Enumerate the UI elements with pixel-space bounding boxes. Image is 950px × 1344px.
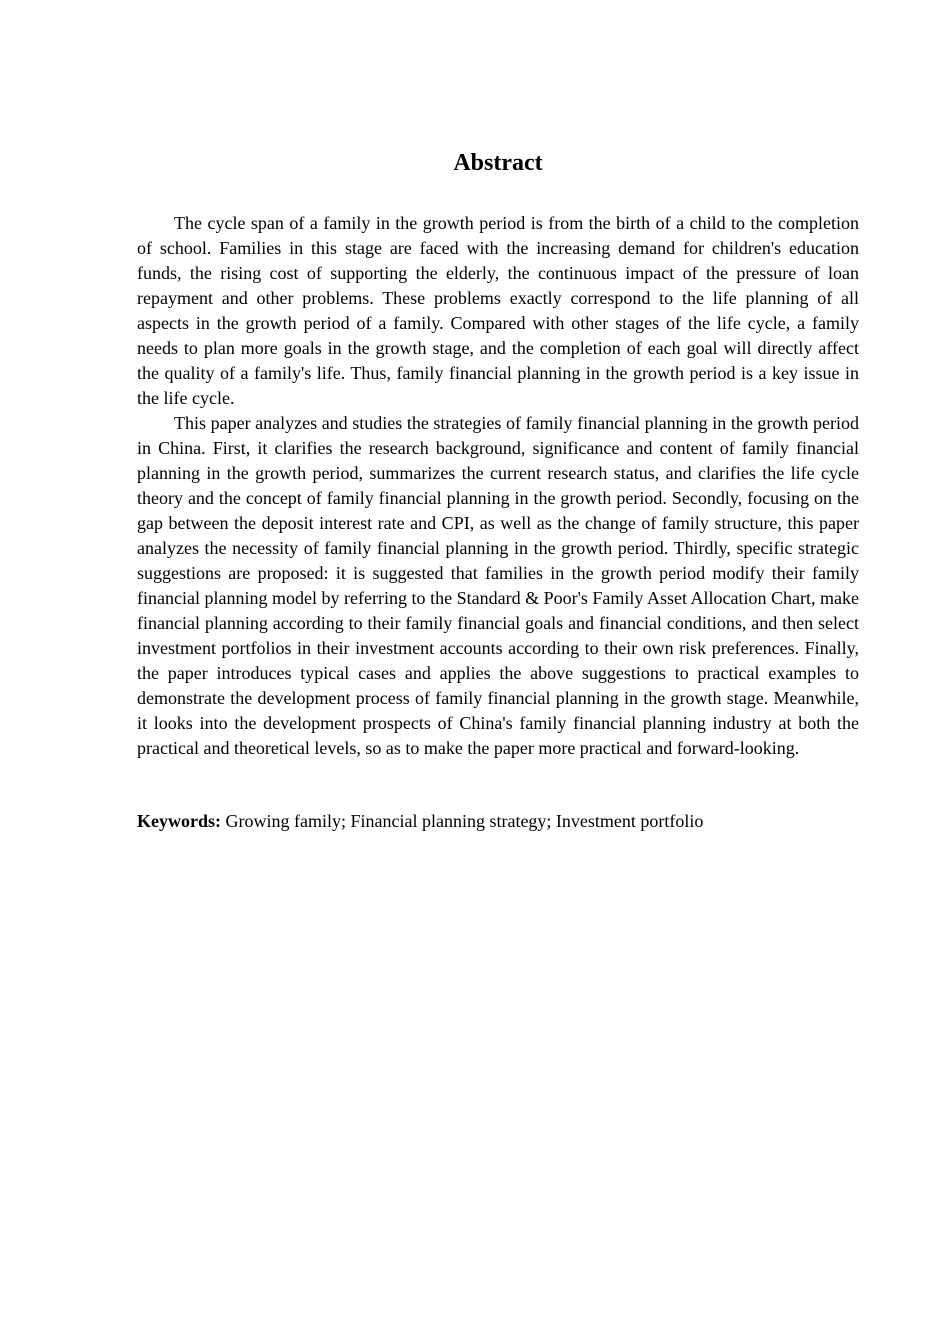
keywords-line [137,809,859,834]
keywords-text: Growing family; Financial planning strategy; Investment portfolio [225,811,704,831]
abstract-paragraph-2: This paper analyzes and studies the strategies of family financial planning in the growth period in China. First, it clarifies the research background, significance and content of family financial planning in the growth period, summarizes the current research status, and clarifies the life cycle theory and the concept of family financial planning in the growth period. Secondly, focusing on the gap between the deposit interest rate and CPI, as well as the change of family structure, this paper analyzes the necessity of family financial planning in the growth period. Thirdly, specific strategic suggestions are proposed: it is suggested that families in the growth period modify their family financial planning model by referring to the Standard & Poor's Family Asset Allocation Chart, make financial planning according to their family financial goals and financial conditions, and then select investment portfolios in their investment accounts according to their own risk preferences. Finally, the paper introduces typical cases and applies the above suggestions to practical examples to demonstrate the development process of family financial planning in the growth stage. Meanwhile, it looks into the development prospects of China's family financial planning industry at both the practical and theoretical levels, so as to make the paper more practical and forward-looking. [137,413,859,758]
abstract-title: Abstract [453,150,543,176]
keywords-label: Keywords: [137,811,221,831]
abstract-paragraph-1: The cycle span of a family in the growth period is from the birth of a child to the completion of school. Families in this stage are faced with the increasing demand for children's education funds, the rising cost of supporting the elderly, the continuous impact of the pressure of loan repayment and other problems. These problems exactly correspond to the life planning of all aspects in the growth period of a family. Compared with other stages of the life cycle, a family needs to plan more goals in the growth stage, and the completion of each goal will directly affect the quality of a family's life. Thus, family financial planning in the growth period is a key issue in the life cycle. [137,213,859,408]
abstract-body [137,211,859,761]
